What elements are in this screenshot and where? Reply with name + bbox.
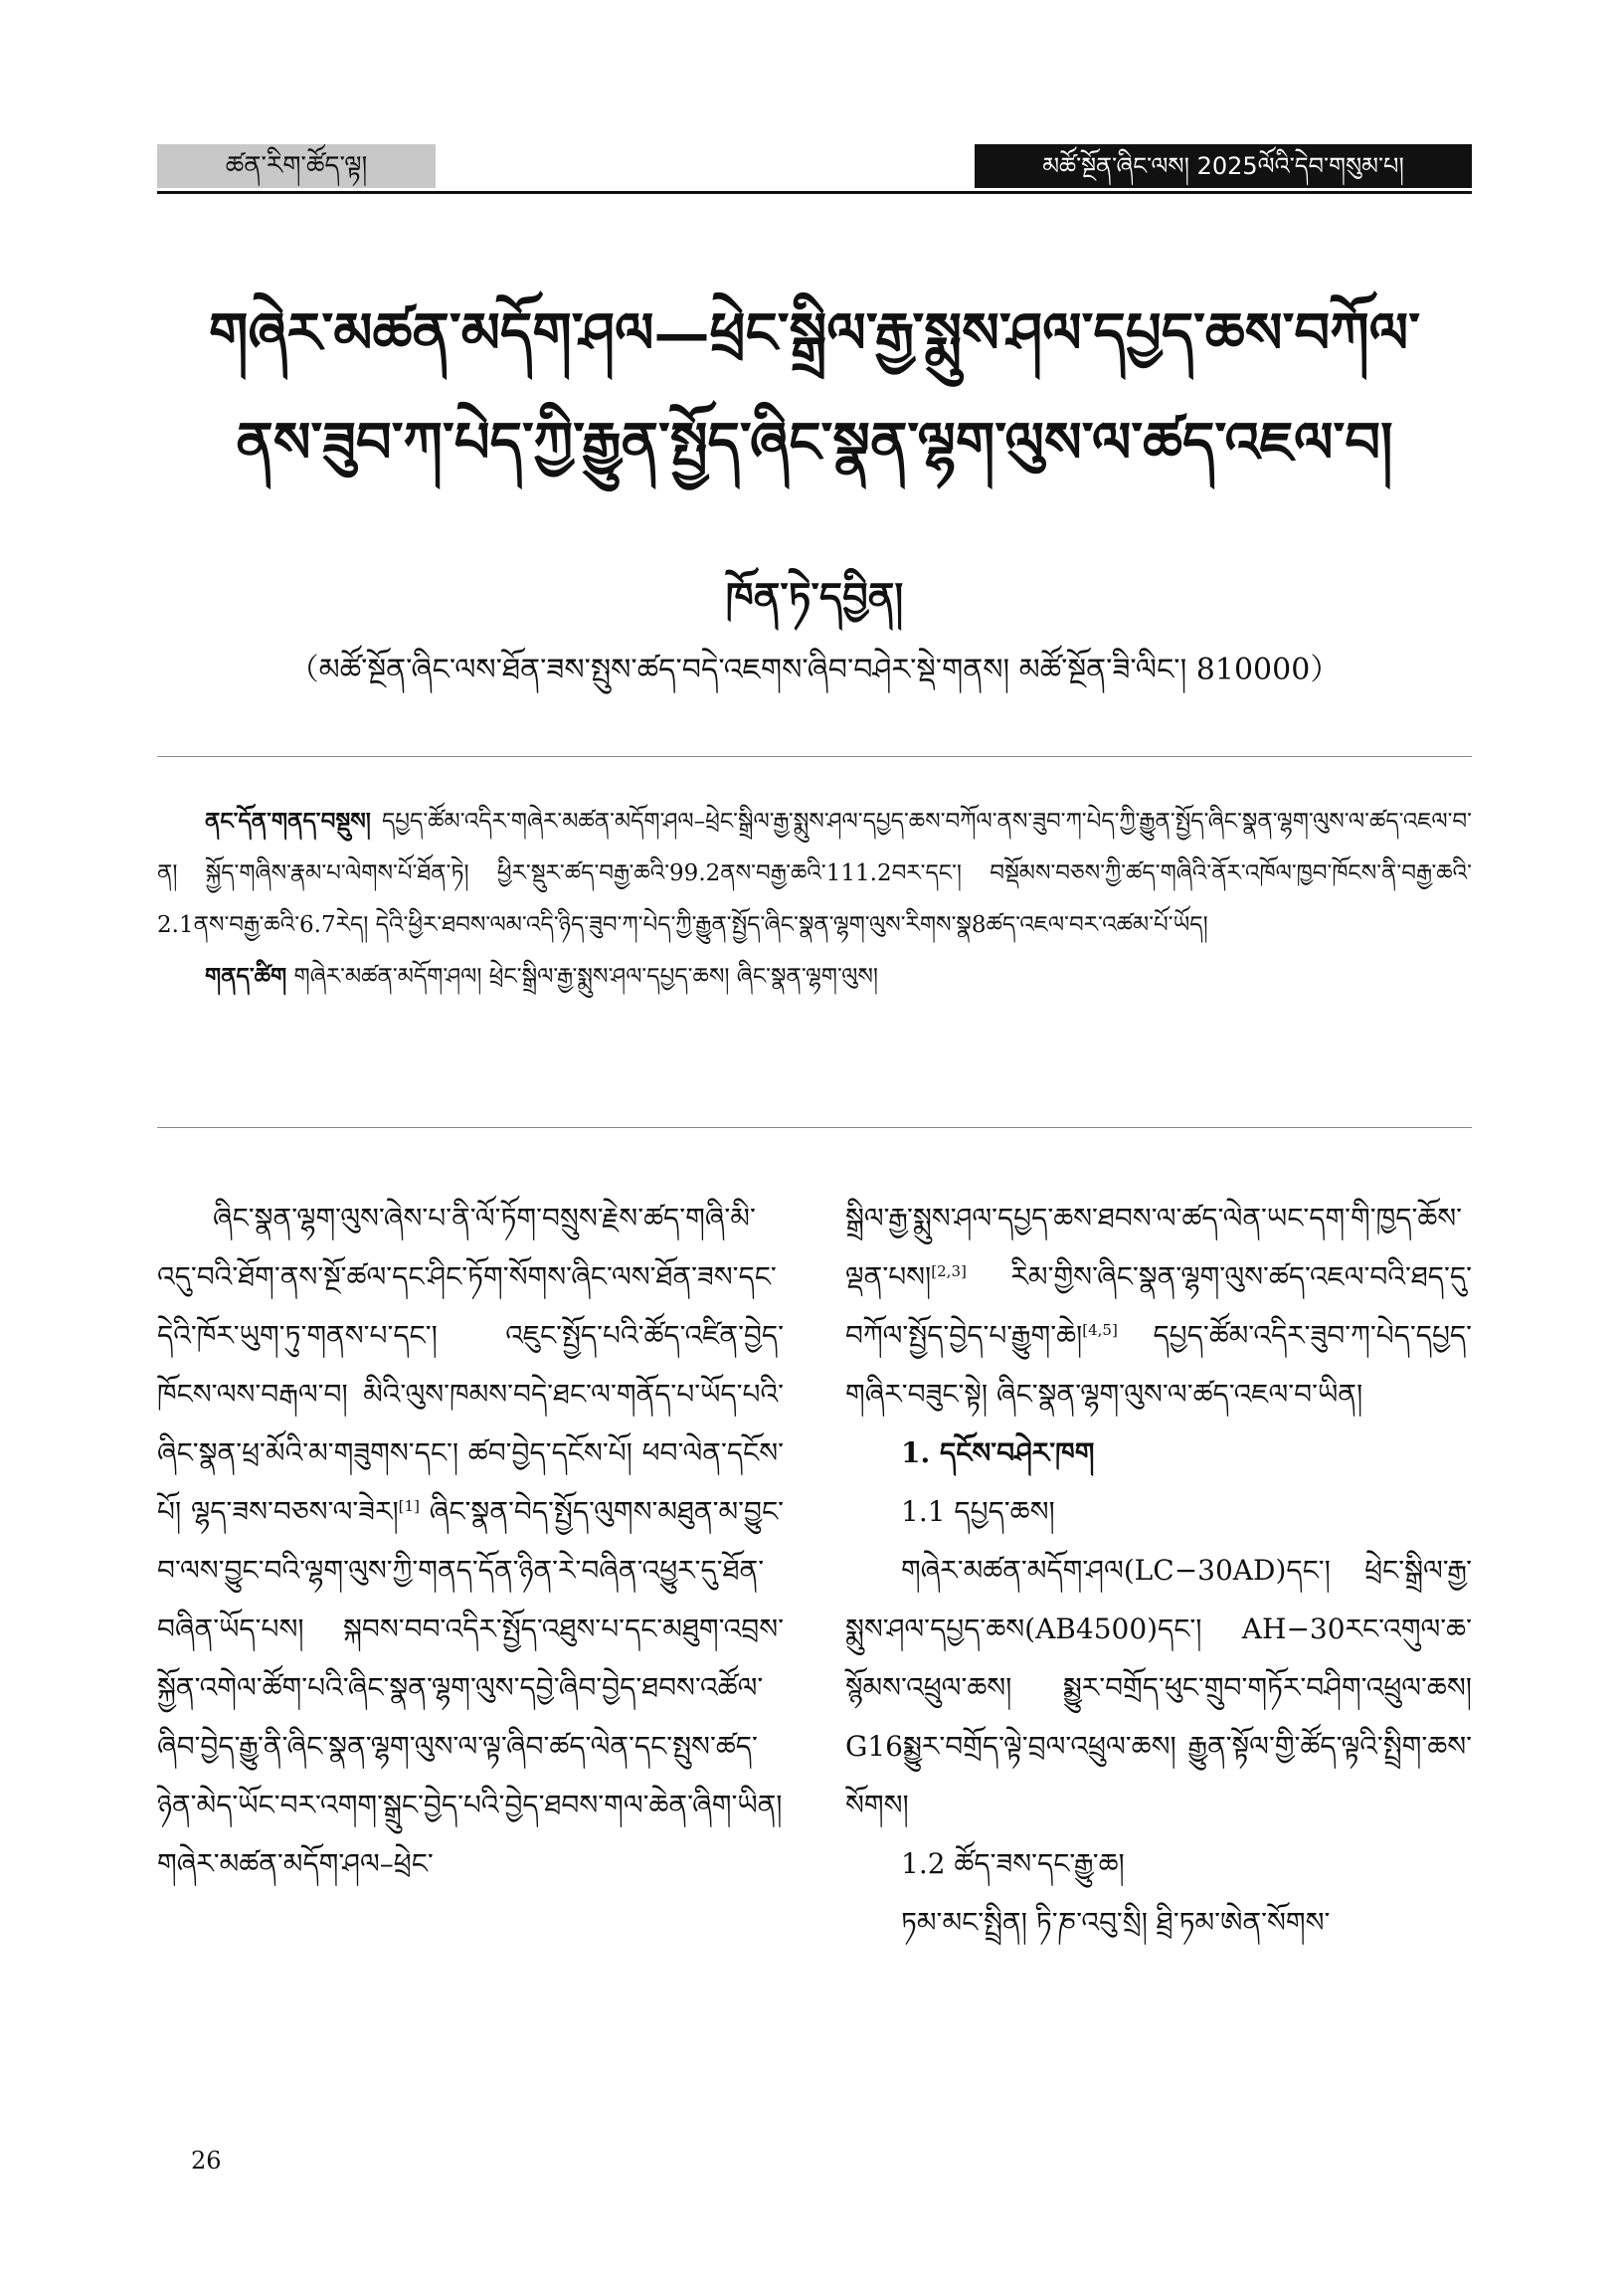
- abstract: [157, 796, 1472, 1003]
- right-text-3: དཔྱད་ཚོམ་འདིར་ཟུབ་ཀ་པེད་དཔྱད་གཞིར་བཟུང་སྟེ། ཞིང་སྣན་ལྷག་ལུས་ལ་ཚད་འཇལ་བ་ཡིན།: [845, 1319, 1472, 1411]
- journal-tag: མཚོ་སྔོན་ཞིང་ལས། 2025ལོའི་དེབ་གསུམ་པ།: [975, 144, 1472, 188]
- article-title: [157, 279, 1472, 497]
- title-line-1: གཞེར་མཚན་མདོག་ཤལ—ཕྲེང་སྒྲིལ་རྒྱ་སྨུས་ཤལ་དཔྱད་ཆས་བཀོལ་: [209, 300, 1420, 366]
- keywords-paragraph: [157, 951, 1472, 1003]
- right-column: [845, 1189, 1472, 1952]
- intro-paragraph: [157, 1189, 784, 1893]
- affiliation: （མཚོ་སྔོན་ཞིང་ལས་ཐོན་ཟས་སྤུས་ཚད་བདེ་འཇགས་ཞིབ་བཤེར་སྡེ་གནས། མཚོ་སྔོན་ཟི་ལིང་། 810000）: [288, 653, 1341, 687]
- right-text-1: སྒྲིལ་རྒྱ་སྨུས་ཤལ་དཔྱད་ཆས་ཐབས་ལ་ཚད་ལེན་ཡང་དག་གི་ཁྱད་ཆོས་ལྡན་པས།: [845, 1202, 1463, 1293]
- reagents-paragraph: ཏམ་མང་སྤྲིན། ཏི་ཎ་འབུ་སྲི། ཐྲི་ཏམ་ཨེན་སོགས་: [901, 1906, 1331, 1939]
- citation-1: [1]: [398, 1497, 420, 1515]
- heading-materials: 1. དངོས་བཤེར་ཁག: [901, 1436, 1095, 1469]
- keywords-label: གནད་ཚིག: [205, 963, 287, 990]
- heading-reagents: 1.2 ཚོད་ཟས་དང་རྒྱུ་ཆ།: [901, 1847, 1125, 1880]
- left-column: [157, 1189, 784, 1893]
- abstract-text: དཔྱད་ཚོམ་འདིར་གཞེར་མཚན་མདོག་ཤལ–ཕྲེང་སྒྲིལ་རྒྱ་སྨུས་ཤལ་དཔྱད་ཆས་བཀོལ་ནས་ཟུབ་ཀ་པེད་ཀྱི་རྒྱུན་སྤྱོད་ཞིང་སྣན་ལྷག་ལུས་ལ་ཚད་འཇལ་བ་ན། སྐྱོད་གཞིས་རྣམ་པ་ལེགས་པོ་ཐོན་ཏེ། ཕྱིར་སྡུར་ཚད་བརྒྱ་ཆའི་99.2ནས་བརྒྱ་ཆའི་111.2བར་དང་། བསྡོམས་བཅས་ཀྱི་ཚད་གཞིའི་ནོར་འཁོལ་ཁྱབ་ཁོངས་ནི་བརྒྱ་ཆའི་2.1ནས་བརྒྱ་ཆའི་6.7རེད། དེའི་ཕྱིར་ཐབས་ལམ་འདི་ཉིད་ཟུབ་ཀ་པེད་ཀྱི་རྒྱུན་སྤྱོད་ཞིང་སྣན་ལྷག་ལུས་རིགས་སྣ8ཚད་འཇལ་བར་འཚམ་པོ་ཡོད།: [157, 809, 1472, 938]
- page-number: 26: [191, 2147, 222, 2175]
- divider-bottom: [157, 1127, 1472, 1128]
- header-rule: [157, 191, 1472, 194]
- instruments-paragraph: གཞེར་མཚན་མདོག་ཤལ(LC−30AD)དང་། ཕྲེང་སྒྲིལ་རྒྱ་སྨུས་ཤལ་དཔྱད་ཆས(AB4500)དང་། AH−30རང་འགུལ་ཆ་སྙོམས་འཕྲུལ་ཆས། སྨྱུར་བགྲོད་ཕུང་གྲུབ་གཏོར་བཤིག་འཕྲུལ་ཆས། G16སྨྱུར་བགྲོད་ལྟེ་བྲལ་འཕྲུལ་ཆས། རྒྱུན་སྟོལ་གྱི་ཚོད་ལྟའི་སྤྲིག་ཆས་སོགས།: [845, 1554, 1472, 1821]
- intro-text-continued: ཞིང་སྣན་བེད་སྤྱོད་ལུགས་མཐུན་མ་བྱུང་བ་ལས་བྱུང་བའི་ལྷག་ལུས་ཀྱི་གནད་དོན་ཉིན་རེ་བཞིན་འཕྱུར་དུ་ཐོན་བཞིན་ཡོད་པས། སྐབས་བབ་འདིར་སྤྱོད་འཐུས་པ་དང་མཐུག་འབྲས་སྐྱོན་འགེལ་ཚོག་པའི་ཞིང་སྣན་ལྷག་ལུས་དབྱེ་ཞིབ་བྱེད་ཐབས་འཚོལ་ཞིབ་བྱེད་རྒྱུ་ནི་ཞིང་སྣན་ལྷག་ལུས་ལ་ལྟ་ཞིབ་ཚད་ལེན་དང་སྤུས་ཚད་ཉེན་མེད་ཡོང་བར་འགག་སྒྲུང་བྱེད་པའི་བྱེད་ཐབས་གལ་ཆེན་ཞིག་ཡིན། གཞེར་མཚན་མདོག་ཤལ–ཕྲེང་: [157, 1495, 784, 1880]
- abstract-paragraph: [157, 796, 1472, 951]
- section-tag: ཚན་རིག་ཚོད་ལྟ།: [157, 144, 436, 188]
- heading-instruments: 1.1 དཔྱད་ཆས།: [901, 1495, 1055, 1528]
- citation-2-3: [2,3]: [931, 1262, 967, 1280]
- divider-top: [157, 756, 1472, 757]
- keywords-text: གཞེར་མཚན་མདོག་ཤལ། ཕྲེང་སྒྲིལ་རྒྱ་སྨུས་ཤལ་དཔྱད་ཆས། ཞིང་སྣན་ལྷག་ལུས།: [286, 964, 878, 990]
- abstract-label: ནང་དོན་གནད་བསྡུས།: [205, 808, 371, 835]
- intro-continued-paragraph: [845, 1189, 1472, 1424]
- intro-text: ཞིང་སྣན་ལྷག་ལུས་ཞེས་པ་ནི་ལོ་ཏོག་བསྲུས་རྗེས་ཚད་གཞི་མི་འདུ་བའི་ཐོག་ནས་སྔོ་ཚལ་དང་ཤིང་ཏོག་སོགས་ཞིང་ལས་ཐོན་ཟས་དང་དེའི་ཁོར་ཡུག་ཏུ་གནས་པ་དང་། འཇུང་སྤྱོད་པའི་ཚོད་འཛིན་བྱེད་ཁོངས་ལས་བརྒལ་བ། མིའི་ལུས་ཁམས་བདེ་ཐང་ལ་གནོད་པ་ཡོད་པའི་ཞིང་སྣན་ཕྲ་མོའི་མ་གཟུགས་དང་། ཚབ་བྱེད་དངོས་པོ། ཕབ་ལེན་དངོས་པོ། ལྷད་ཟས་བཅས་ལ་ཟེར།: [157, 1202, 784, 1528]
- right-text-2: རིམ་གྱིས་ཞིང་སྣན་ལྷག་ལུས་ཚད་འཇལ་བའི་ཐད་དུ་བཀོལ་སྤྱོད་བྱེད་པ་རྒྱུག་ཆེ།: [845, 1260, 1472, 1352]
- citation-4-5: [4,5]: [1082, 1321, 1118, 1339]
- author: ཁོན་ཏེ་དབྱིན།: [725, 574, 904, 621]
- title-line-2: ནས་ཟུབ་ཀ་པེད་ཀྱི་རྒྱུན་སྤྱོད་ཞིང་སྣན་ལྷག་ལུས་ལ་ཚད་འཇལ་བ།: [236, 410, 1393, 475]
